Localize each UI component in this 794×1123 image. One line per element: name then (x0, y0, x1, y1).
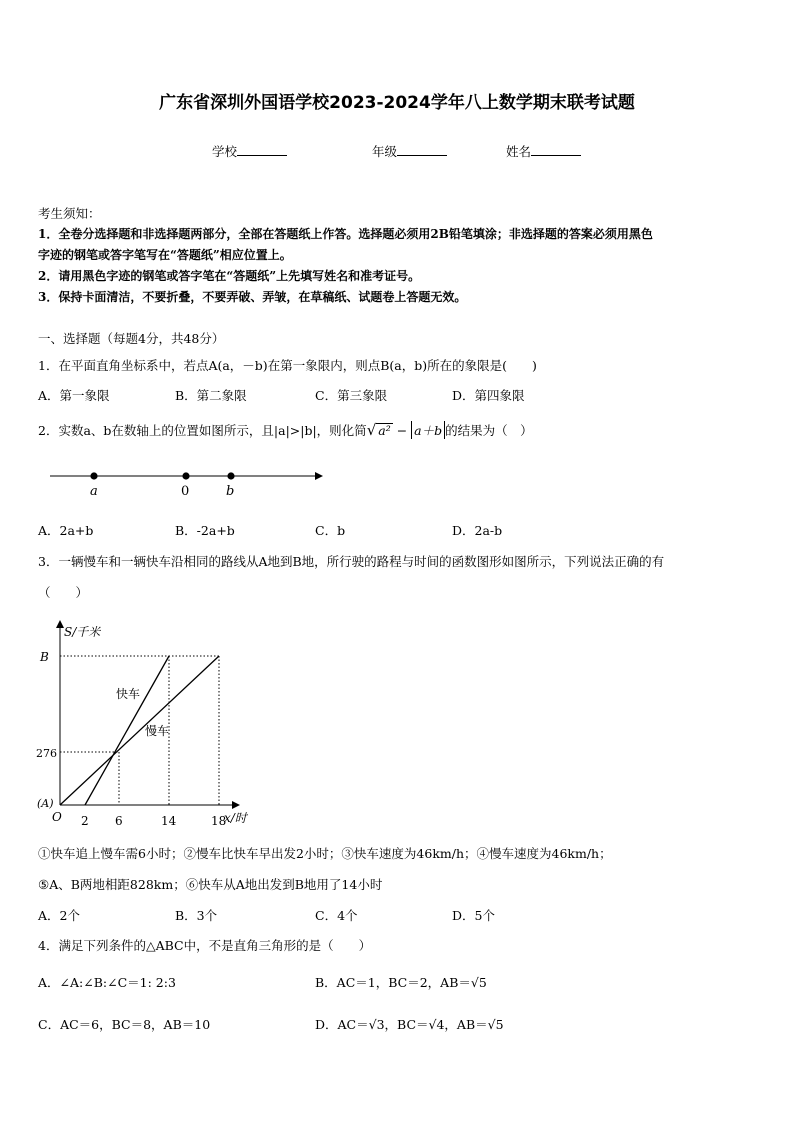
school-label: 学校 (212, 144, 238, 159)
point-zero (182, 472, 189, 479)
q2-minus: − (396, 423, 408, 438)
x-tick-14: 14 (161, 814, 177, 828)
notice-item-1: 1．全卷分选择题和非选择题两部分，全部在答题纸上作答。选择题必须用2B铅笔填涂；非选择题的答案必须用黑色 (38, 227, 653, 241)
x-axis-label: x/时 (224, 811, 247, 825)
q2-option-b[interactable]: B．-2a+b (175, 523, 235, 538)
school-field[interactable] (212, 141, 287, 160)
x-tick-2: 2 (81, 814, 89, 828)
number-line-label-a: a (90, 484, 98, 499)
number-line (40, 464, 340, 504)
x-axis-arrow-icon (232, 801, 240, 809)
notice-heading: 考生须知： (38, 206, 101, 221)
q4-option-a[interactable]: A．∠A:∠B:∠C＝1: 2:3 (38, 975, 176, 990)
number-line-label-zero: 0 (181, 484, 190, 499)
origin-label: O (52, 810, 62, 824)
q3-option-b[interactable]: B．3个 (175, 908, 218, 923)
q1-option-d[interactable]: D．第四象限 (452, 388, 525, 403)
page-title: 广东省深圳外国语学校2023-2024学年八上数学期末联考试题 (159, 93, 635, 113)
q4-option-c[interactable]: C．AC＝6，BC＝8，AB＝10 (38, 1017, 211, 1032)
q3-option-d[interactable]: D．5个 (452, 908, 495, 923)
notice-item-3: 3．保持卡面清洁，不要折叠，不要弄破、弄皱，在草稿纸、试题卷上答题无效。 (38, 290, 467, 304)
q1-option-c[interactable]: C．第三象限 (315, 388, 388, 403)
grade-field[interactable] (372, 141, 447, 160)
y-axis-arrow-icon (56, 620, 64, 628)
q1-stem: 1．在平面直角坐标系中，若点A(a，－b)在第一象限内，则点B(a，b)所在的象限是( ) (38, 358, 537, 373)
radical-icon: √ (366, 421, 377, 439)
q1-option-b[interactable]: B．第二象限 (175, 388, 247, 403)
q4-stem: 4．满足下列条件的△ABC中，不是直角三角形的是（ ） (38, 938, 372, 953)
name-blank[interactable] (531, 141, 581, 156)
q3-option-a[interactable]: A．2个 (38, 908, 80, 923)
number-line-label-b: b (226, 484, 235, 499)
y-axis-label: S/千米 (64, 625, 101, 639)
slow-car-label: 慢车 (145, 724, 170, 738)
q3-stem-line2: （ ） (38, 585, 89, 600)
grade-blank[interactable] (397, 141, 447, 156)
q2-stem (38, 421, 533, 439)
a-label: (A) (37, 797, 54, 810)
x-tick-6: 6 (115, 814, 123, 828)
slow-car-line (60, 656, 219, 805)
q2-option-c[interactable]: C．b (315, 523, 346, 538)
q2-sqrt-body: a² (378, 423, 391, 438)
name-label: 姓名 (506, 144, 532, 159)
q2-stem-post: 的结果为（ ） (445, 423, 533, 438)
notice-item-1-cont: 字迹的钢笔或答字笔写在“答题纸”相应位置上。 (38, 248, 292, 262)
section-heading: 一、选择题（每题4分，共48分） (38, 331, 225, 346)
q1-option-a[interactable]: A．第一象限 (38, 388, 110, 403)
grade-label: 年级 (372, 144, 398, 159)
y-tick-b: B (40, 650, 49, 664)
q3-option-c[interactable]: C．4个 (315, 908, 358, 923)
q3-stem-line1: 3．一辆慢车和一辆快车沿相同的路线从A地到B地，所行驶的路程与时间的函数图形如图所示，下列说法正确的有 (38, 554, 665, 569)
arrow-right-icon (315, 472, 323, 480)
q3-statements-line1: ①快车追上慢车需6小时；②慢车比快车早出发2小时；③快车速度为46km/h；④慢车速度为46km/h； (38, 846, 612, 861)
point-a (90, 472, 97, 479)
q2-stem-pre: 2．实数a、b在数轴上的位置如图所示，且|a|>|b|，则化简 (38, 423, 367, 438)
q2-option-a[interactable]: A．2a+b (38, 523, 94, 538)
point-b (227, 472, 234, 479)
q4-option-b[interactable]: B．AC＝1，BC＝2，AB＝√5 (315, 975, 487, 990)
distance-time-graph (30, 618, 270, 833)
name-field[interactable] (506, 141, 581, 160)
fast-car-label: 快车 (116, 687, 141, 701)
q4-option-d[interactable]: D．AC＝√3，BC＝√4，AB＝√5 (315, 1017, 504, 1032)
school-blank[interactable] (237, 141, 287, 156)
q3-statements-line2: ⑤A、B两地相距828km；⑥快车从A地出发到B地用了14小时 (38, 877, 383, 892)
notice-item-2: 2．请用黑色字迹的钢笔或答字笔在“答题纸”上先填写姓名和准考证号。 (38, 269, 421, 283)
q2-abs-body: a＋b (411, 421, 445, 439)
q2-option-d[interactable]: D．2a-b (452, 523, 503, 538)
y-tick-276: 276 (36, 747, 57, 760)
x-tick-18: 18 (211, 814, 227, 828)
